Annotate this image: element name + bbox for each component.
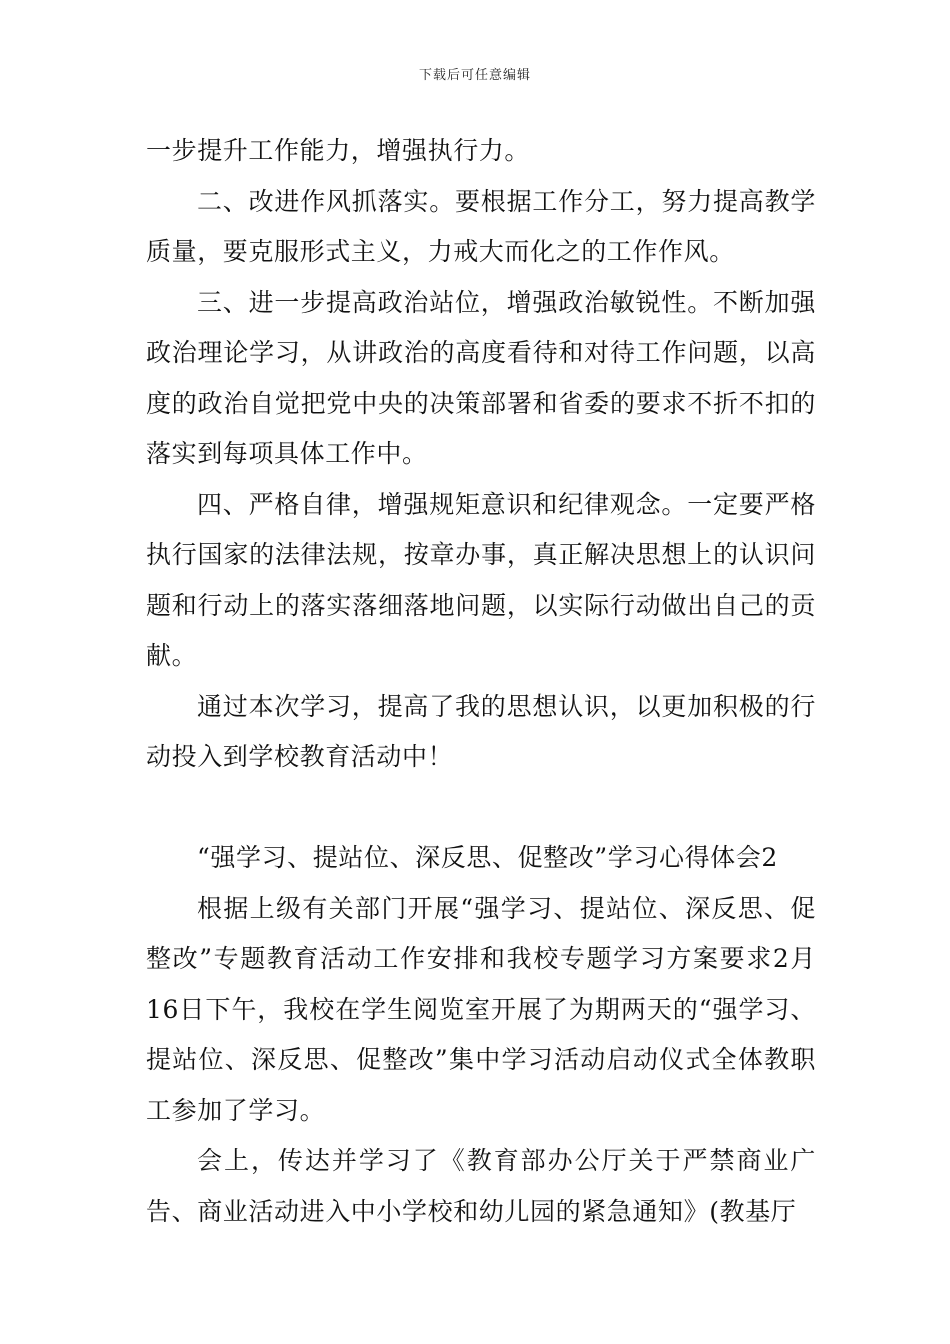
document-body	[146, 126, 816, 1237]
section-paragraph-1: 根据上级有关部门开展“强学习、提站位、深反思、促整改”专题教育活动工作安排和我校专题学习方案要求2月16日下午，我校在学生阅览室开展了为期两天的“强学习、提站位、深反思、促整改”集中学习活动启动仪式全体教职工参加了学习。	[146, 893, 816, 1125]
paragraph-item-3: 三、进一步提高政治站位，增强政治敏锐性。不断加强政治理论学习，从讲政治的高度看待和对待工作问题，以高度的政治自觉把党中央的决策部署和省委的要求不折不扣的落实到每项具体工作中。	[146, 287, 816, 468]
paragraph-item-4: 四、严格自律，增强规矩意识和纪律观念。一定要严格执行国家的法律法规，按章办事，真正解决思想上的认识问题和行动上的落实落细落地问题，以实际行动做出自己的贡献。	[146, 489, 816, 670]
paragraph-conclusion: 通过本次学习，提高了我的思想认识，以更加积极的行动投入到学校教育活动中！	[146, 691, 816, 771]
section-spacer	[146, 783, 816, 834]
paragraph-continuation: 一步提升工作能力，增强执行力。	[146, 136, 531, 165]
paragraph-item-2: 二、改进作风抓落实。要根据工作分工，努力提高教学质量，要克服形式主义，力戒大而化之的工作作风。	[146, 186, 816, 266]
section-title: “强学习、提站位、深反思、促整改”学习心得体会2	[197, 843, 778, 872]
section-paragraph-2: 会上，传达并学习了《教育部办公厅关于严禁商业广告、商业活动进入中小学校和幼儿园的紧急通知》(教基厅	[146, 1146, 816, 1226]
header-note: 下载后可任意编辑	[418, 68, 531, 83]
